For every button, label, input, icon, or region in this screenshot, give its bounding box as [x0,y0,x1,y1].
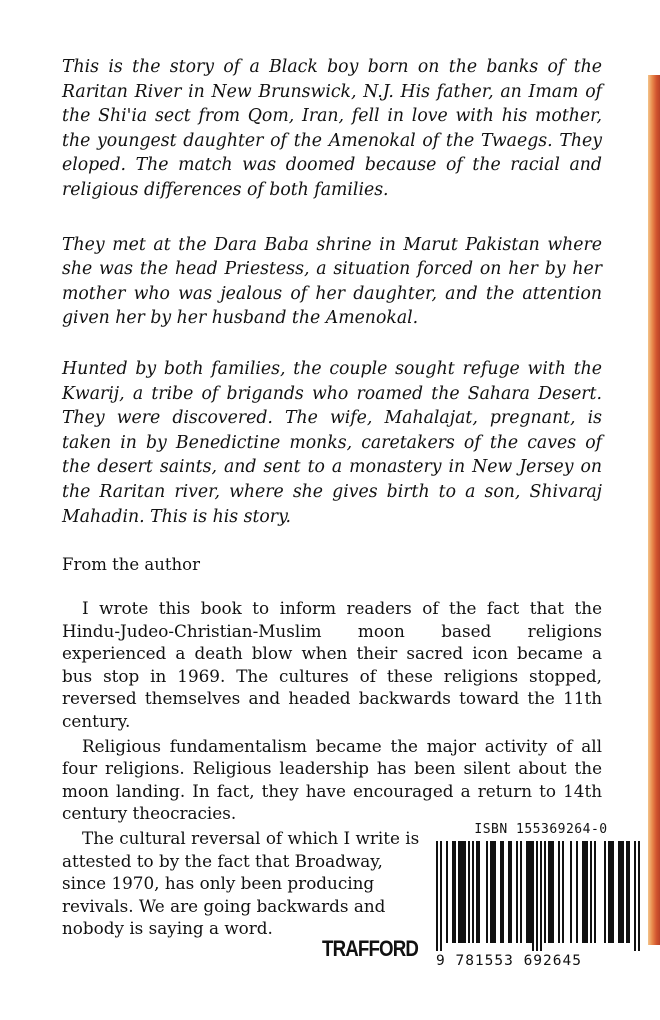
barcode-bar [570,841,572,943]
isbn-label: ISBN 155369264-0 [474,822,608,837]
barcode-bar [558,841,560,943]
barcode-bar [490,841,492,943]
barcode-bar [532,841,534,951]
barcode-bar [458,841,460,943]
barcode-bar [478,841,480,943]
barcode-bar [528,841,530,943]
barcode-bar [454,841,456,943]
barcode-bar [486,841,488,943]
barcode-bar [608,841,610,943]
barcode-bar [508,841,510,943]
author-paragraph: The cultural reversal of which I write is attested to by the fact that Broadway, since 1970, has only been producing revivals. We are going backwards and nobody is saying a word. [62,828,420,939]
author-paragraph: I wrote this book to inform readers of the fact that the Hindu-Judeo-Christian-Muslim moon based religions experienced a death blow when their sacred icon became a bus stop in 1969. The cultures of these religions stopped, reversed themselves and headed backwards toward the 11th century. [62,598,602,732]
publisher-logo: TRAFFORD [322,936,419,961]
blurb-paragraph: This is the story of a Black boy born on the banks of the Raritan River in New Brunswick, N.J. His father, an Imam of the Shi'ia sect from Qom, Iran, fell in love with his mother, the youngest daughter of the Amenokal of the Twaegs. They eloped. The match was doomed because of the racial and religious differences of both families. [62,57,602,200]
barcode-bar [582,841,584,943]
barcode-bar [502,841,504,943]
barcode-bar [464,841,466,943]
barcode-bar [586,841,588,943]
barcode-bar [544,841,546,943]
barcode-bar [628,841,630,943]
barcode-bar [468,841,470,943]
cover-art-edge [648,75,660,945]
barcode-bar [620,841,622,943]
barcode-bar [618,841,620,943]
barcode-bar [584,841,586,943]
barcode-bar [436,841,438,951]
barcode-bar [576,841,578,943]
isbn-block [432,822,650,969]
author-paragraph: Religious fundamentalism became the major activity of all four religions. Religious leadership has been silent about the moon landing. In fact, they have encouraged a return to 14th century theocracies. [62,735,602,824]
barcode-bar [440,841,442,951]
barcode-bar [552,841,554,943]
barcode-bar [516,841,518,943]
barcode-bar [476,841,478,943]
barcode-bar [462,841,464,943]
blurb-paragraph: They met at the Dara Baba shrine in Marut Pakistan where she was the head Priestess, a situation forced on her by her mother who was jealous of her daughter, and the attention given her by her husband the Amenokal. [62,234,602,329]
blurb-paragraph: Hunted by both families, the couple sought refuge with the Kwarij, a tribe of brigands who roamed the Sahara Desert. They were discovered. The wife, Mahalajat, pregnant, is taken in by Benedictine monks, caretakers of the caves of the desert saints, and sent to a monastery in New Jersey on the Raritan river, where she gives birth to a son, Shivaraj Mahadin. This is his story. [62,358,602,527]
barcode-bar [494,841,496,943]
barcode-bar [536,841,538,951]
barcode-bar [548,841,550,943]
barcode-bar [452,841,454,943]
barcode-bar [610,841,612,943]
barcode-bar [520,841,522,943]
isbn-digits: 9 781553 692645 [436,953,582,969]
barcode-bar [492,841,494,943]
barcode-bar [472,841,474,943]
barcode-bar [530,841,532,943]
barcode-bar [446,841,448,943]
barcode-bar [622,841,624,943]
barcode-bar [612,841,614,943]
barcode-bar [460,841,462,943]
barcode-bar [526,841,528,943]
barcode-bar [540,841,542,951]
barcode-bar [562,841,564,943]
barcode-bar [590,841,592,943]
barcode-bar [510,841,512,943]
barcode-bar [634,841,636,951]
barcode-bar [626,841,628,943]
barcode [432,841,646,951]
barcode-bar [550,841,552,943]
barcode-bar [594,841,596,943]
from-author-heading: From the author [62,555,200,575]
barcode-bar [500,841,502,943]
barcode-bar [604,841,606,943]
barcode-bar [638,841,640,951]
back-cover-text [62,55,602,940]
